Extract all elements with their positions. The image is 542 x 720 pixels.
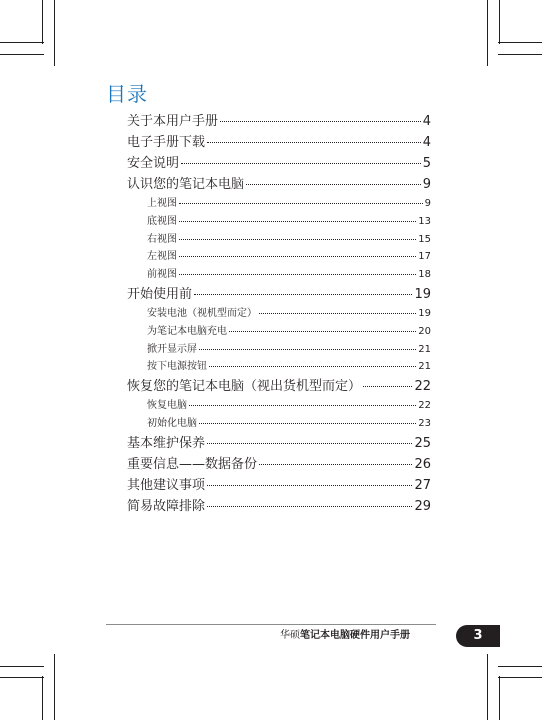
- toc-subentry[interactable]: [127, 248, 431, 266]
- toc-entry-page: 15: [418, 233, 431, 245]
- toc-subentry[interactable]: [127, 397, 431, 415]
- dot-leader: [207, 506, 412, 507]
- toc-entry-label: 右视图: [147, 233, 177, 245]
- toc-entry-label: 认识您的笔记本电脑: [127, 177, 245, 192]
- toc-entry-label: 初始化电脑: [147, 417, 197, 429]
- toc-entry-page: 5: [422, 156, 431, 171]
- toc-subentry[interactable]: [127, 213, 431, 231]
- toc-subentry[interactable]: [127, 231, 431, 249]
- toc-entry-page: 13: [418, 215, 431, 227]
- dot-leader: [179, 221, 416, 222]
- toc-entry-page: 20: [418, 325, 431, 337]
- toc-entry-label: 左视图: [147, 251, 177, 263]
- toc-subentry[interactable]: [127, 323, 431, 341]
- toc-entry-label: 开始使用前: [127, 286, 193, 302]
- dot-leader: [179, 203, 423, 204]
- toc-entry-label: 底视图: [147, 215, 177, 227]
- dot-leader: [246, 184, 421, 185]
- toc-entry-page: 23: [418, 417, 431, 429]
- dot-leader: [199, 423, 416, 424]
- toc-entry-page: 25: [414, 435, 431, 451]
- toc-entry[interactable]: [127, 475, 431, 496]
- toc-subentry[interactable]: [127, 266, 431, 284]
- dot-leader: [209, 366, 416, 367]
- footer-brand: 华硕: [280, 630, 300, 641]
- dot-leader: [259, 313, 416, 314]
- toc-entry-label: 重要信息——数据备份: [127, 456, 258, 472]
- toc-entry-page: 9: [424, 198, 431, 209]
- toc-entry-page: 22: [418, 400, 431, 412]
- table-of-contents: [127, 111, 431, 517]
- toc-entry-label: 电子手册下载: [127, 135, 206, 150]
- toc-entry-label: 掀开显示屏: [147, 343, 197, 355]
- dot-leader: [220, 121, 421, 122]
- dot-leader: [199, 349, 416, 350]
- toc-entry-label: 按下电源按钮: [147, 361, 207, 373]
- toc-subentry[interactable]: [127, 358, 431, 376]
- toc-entry[interactable]: [127, 496, 431, 517]
- toc-subentry[interactable]: [127, 341, 431, 359]
- toc-entry[interactable]: [127, 174, 431, 195]
- toc-entry-label: 上视图: [147, 198, 177, 209]
- toc-entry-label: 其他建议事项: [127, 477, 206, 493]
- toc-entry-page: 19: [414, 286, 431, 302]
- dot-leader: [179, 274, 416, 275]
- page-number-badge: 3: [456, 625, 500, 647]
- dot-leader: [181, 163, 421, 164]
- dot-leader: [189, 405, 416, 406]
- toc-entry-page: 17: [418, 251, 431, 263]
- toc-entry[interactable]: [127, 153, 431, 174]
- toc-entry[interactable]: [127, 132, 431, 153]
- toc-entry[interactable]: [127, 454, 431, 475]
- toc-entry-page: 22: [414, 379, 431, 395]
- footer-manual-title: [280, 628, 410, 644]
- dot-leader: [179, 239, 416, 240]
- toc-entry[interactable]: [127, 433, 431, 454]
- toc-entry-label: 基本维护保养: [127, 435, 206, 451]
- toc-entry-page: 27: [414, 477, 431, 493]
- toc-entry-page: 21: [418, 361, 431, 373]
- toc-entry-label: 前视图: [147, 269, 177, 281]
- toc-entry-label: 安装电池（视机型而定）: [147, 307, 257, 319]
- toc-entry-label: 关于本用户手册: [127, 114, 219, 129]
- toc-entry-page: 21: [418, 343, 431, 355]
- dot-leader: [207, 485, 412, 486]
- toc-entry-label: 简易故障排除: [127, 498, 206, 514]
- dot-leader: [259, 464, 412, 465]
- toc-entry-page: 19: [418, 307, 431, 319]
- toc-entry-page: 18: [418, 269, 431, 281]
- toc-entry-page: 4: [422, 135, 431, 150]
- dot-leader: [179, 256, 416, 257]
- toc-subentry[interactable]: [127, 195, 431, 213]
- toc-entry-label: 恢复您的笔记本电脑（视出货机型而定）: [127, 379, 362, 395]
- toc-entry-page: 4: [422, 114, 431, 129]
- dot-leader: [207, 142, 421, 143]
- toc-entry-label: 为笔记本电脑充电: [147, 325, 227, 337]
- toc-entry-page: 9: [422, 177, 431, 192]
- toc-entry-label: 恢复电脑: [147, 400, 187, 412]
- toc-entry[interactable]: [127, 376, 431, 397]
- dot-leader: [207, 443, 412, 444]
- footer-rule: [106, 624, 436, 625]
- dot-leader: [194, 294, 412, 295]
- toc-entry-label: 安全说明: [127, 156, 180, 171]
- toc-title: 目录: [106, 82, 148, 106]
- toc-subentry[interactable]: [127, 415, 431, 433]
- toc-entry[interactable]: [127, 284, 431, 305]
- toc-entry-page: 29: [414, 498, 431, 514]
- toc-entry-page: 26: [414, 456, 431, 472]
- toc-entry[interactable]: [127, 111, 431, 132]
- dot-leader: [363, 386, 412, 387]
- dot-leader: [229, 331, 416, 332]
- toc-subentry[interactable]: [127, 305, 431, 323]
- footer-title: 笔记本电脑硬件用户手册: [300, 630, 410, 641]
